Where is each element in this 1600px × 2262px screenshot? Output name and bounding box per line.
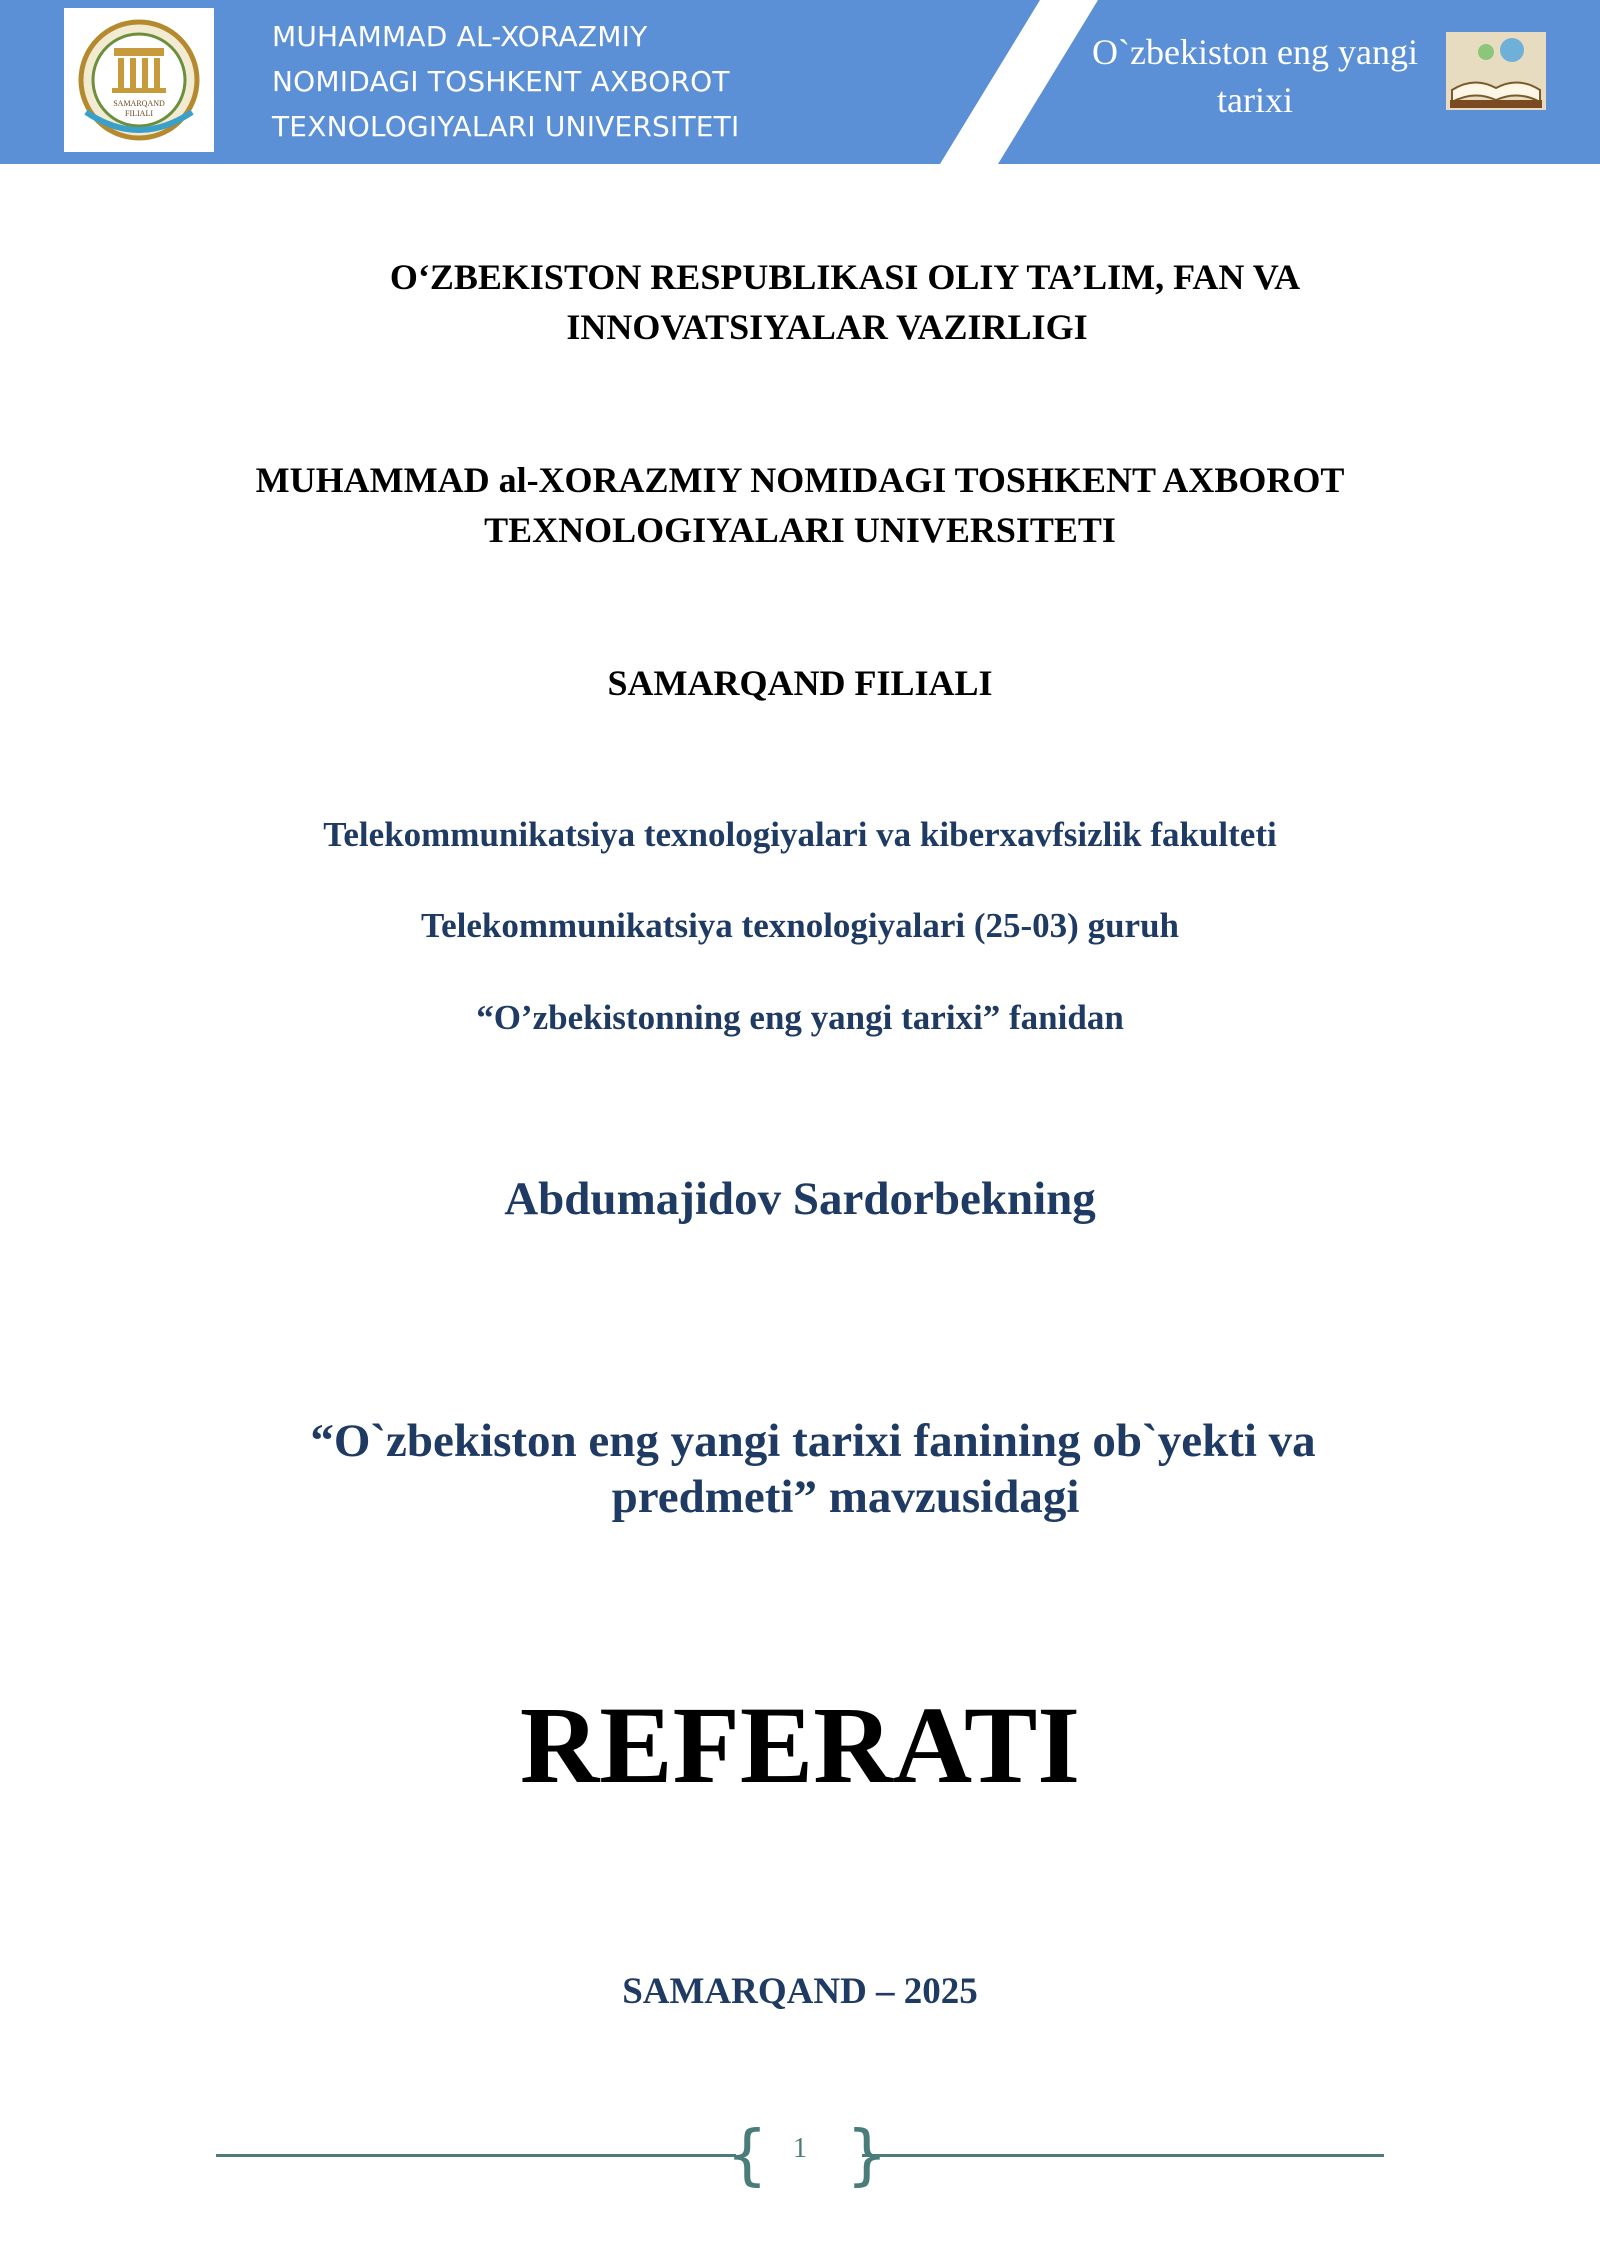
university-line: TEXNOLOGIYALARI UNIVERSITETI — [484, 510, 1116, 550]
page-number: 1 — [793, 2133, 807, 2164]
subject-name: “O’zbekistonning eng yangi tarixi” fanidan — [476, 998, 1124, 1037]
logo-text-2: FILIALI — [125, 109, 153, 118]
university-logo — [64, 8, 214, 152]
topic-line: predmeti” mavzusidagi — [611, 1471, 1080, 1523]
faculty-name: Telekommunikatsiya texnologiyalari va kiberxavfsizlik fakulteti — [323, 815, 1277, 854]
ministry-line: INNOVATSIYALAR VAZIRLIGI — [566, 307, 1088, 347]
header-university-name — [272, 14, 752, 143]
author-name: Abdumajidov Sardorbekning — [504, 1173, 1096, 1225]
university-heading — [0, 455, 1600, 555]
header-subject-title — [1060, 28, 1450, 124]
book-image — [1446, 32, 1546, 110]
group-name: Telekommunikatsiya texnologiyalari (25-03) guruh — [420, 906, 1180, 945]
page-header — [0, 0, 1600, 164]
footer-rule-right — [862, 2154, 1384, 2157]
footer-right-bracket: } — [846, 2116, 888, 2193]
university-line: MUHAMMAD al-XORAZMIY NOMIDAGI TOSHKENT AXBOROT — [255, 460, 1345, 500]
header-university-line: NOMIDAGI TOSHKENT AXBOROT — [272, 65, 730, 98]
logo-text-1: SAMARQAND — [113, 99, 165, 108]
header-university-line: TEXNOLOGIYALARI UNIVERSITETI — [272, 110, 740, 143]
topic-title — [0, 1413, 1600, 1525]
city-year: SAMARQAND – 2025 — [622, 1971, 978, 2012]
topic-line: “O`zbekiston eng yangi tarixi fanining ob`yekti va — [310, 1415, 1316, 1467]
footer-rule-left — [216, 2154, 736, 2157]
document-type: REFERATI — [519, 1684, 1081, 1806]
ministry-line: O‘ZBEKISTON RESPUBLIKASI OLIY TA’LIM, FAN VA — [389, 257, 1301, 297]
ministry-heading — [0, 252, 1600, 352]
header-subject-line: O`zbekiston eng yangi — [1092, 32, 1418, 72]
header-subject-line: tarixi — [1217, 80, 1293, 120]
branch-heading: SAMARQAND FILIALI — [607, 663, 993, 703]
footer-left-bracket: { — [726, 2116, 768, 2193]
header-university-line: MUHAMMAD AL-XORAZMIY — [272, 20, 648, 53]
